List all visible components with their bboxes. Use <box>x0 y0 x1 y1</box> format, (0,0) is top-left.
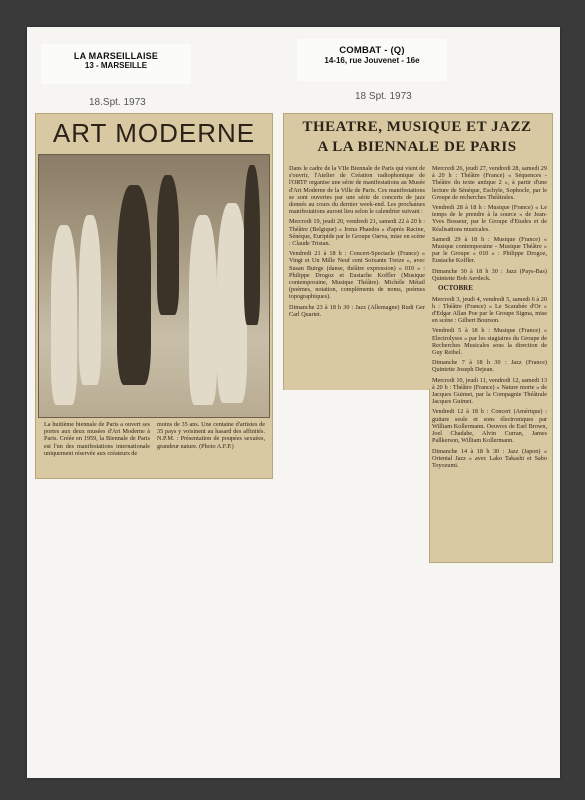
paragraph: Vendredi 28 à 18 h : Musique (France) « Le temps de le prendre à la source » de Jean-Yves Bosseur, par le Groupe d'Etudes et de Réalisations musicales. <box>432 204 547 233</box>
paragraph: Samedi 29 à 18 h : Musique (France) « Musique contemporaine - Musique Théâtre » par le Groupe « 010 » : Philippe Drogoz, Eustache Koffler. <box>432 235 547 265</box>
newspaper-label-left <box>41 44 191 84</box>
newspaper-label-right <box>297 39 447 81</box>
archive-sheet <box>27 27 560 778</box>
photo-caption-col1: La huitième biennale de Paris a ouvert ses portes aux deux musées d'Art Moderne à Paris. Créée en 1959, la Biennale de Paris est l'un des manifestations internationale uniquement réservée aux créateurs de <box>44 421 150 457</box>
paragraph: Dimanche 30 à 18 h 30 : Jazz (Pays-Bas) Quintette Bob Aerdeck. <box>432 267 547 282</box>
paragraph: Vendredi 5 à 18 h : Musique (France) « Electrolyses » par les stagiaires du Groupe de Recherches Musicales sous la direction de Guy Reibel. <box>432 327 547 357</box>
paragraph: Mercredi 3, jeudi 4, vendredi 5, samedi 6 à 20 h : Théâtre (France) « Le Scarabée d'Or » d'Edgar Allan Poe par le Groupe Sigma, mise en scène : Gilbert Bourson. <box>432 295 547 325</box>
paragraph: Dans le cadre de la VIIe Biennale de Paris qui vient de s'ouvrir, l'Atelier de Création radiophonique de l'ORTF organise une série de manifestations au Musée d'Art Moderne de la Ville de Paris. Ces manifestations se sont ouvertes par une série de concerts de jazz donnés au cours du dernier week-end. Les prochaines manifestations auront lieu selon le calendrier suivant : <box>289 165 425 216</box>
label-left-line2: 13 - MARSEILLE <box>84 61 148 70</box>
date-stamp-left: 18.Spt. 1973 <box>89 97 146 108</box>
section-heading-octobre: OCTOBRE <box>438 284 473 293</box>
article-column-2 <box>432 165 547 472</box>
paragraph: Dimanche 23 à 18 h 30 : Jazz (Allemagne) Rudi Ger Carl Quartet. <box>289 303 425 318</box>
article-title: ART MODERNE <box>52 118 256 148</box>
paragraph: Mercredi 10, jeudi 11, vendredi 12, samedi 13 à 20 h : Théâtre (France) « Nature morte » de Jacques Guimet, par la Compagnie Théâtrale Jacques Guimet. <box>432 376 547 406</box>
date-stamp-right: 18 Spt. 1973 <box>355 91 412 102</box>
label-left-line1: LA MARSEILLAISE <box>73 51 159 61</box>
article-title-line2: A LA BIENNALE DE PARIS <box>317 139 517 155</box>
article-title-line1: THEATRE, MUSIQUE ET JAZZ <box>302 119 532 135</box>
paragraph: Mercredi 26, jeudi 27, vendredi 28, samedi 29 à 20 h : Théâtre (France) « Séquences - Théâtre du texte antique 2 », à partir d'une lecture de Sénèque, Eschyle, Sophocle, par le Groupe de recherches Théâtrales. <box>432 165 547 201</box>
paragraph: Vendredi 21 à 18 h : Concert-Spectacle (France) « Vingt et Un Mille Neuf cent Soixante Treize », avec Susan Buirge (danse, théâtre expression) « 010 » : Philippe Drogoz et Eustache Koffler (Musique contemporaine, Musique Théâtre). Michèle Métail (poèmes, notation, compléments de noms, poèmes topographiques). <box>289 250 425 301</box>
paragraph: Vendredi 12 à 18 h : Concert (Amérique) : guitare seule et sons électroniques par William Kollermann. Oeuvres de Earl Brown, Joel Chadabe, Alvin Curran, James Pallkerson, William Kollermann. <box>432 408 547 445</box>
news-photo <box>38 154 270 418</box>
paragraph: Mercredi 19, jeudi 20, vendredi 21, samedi 22 à 20 h : Théâtre (Belgique) « Irena Phaedra » d'après Racine, Sénèque, Euripide par le Groupe Oarva, mise en scène : Claude Tristan. <box>289 218 425 248</box>
paragraph: Dimanche 7 à 18 h 30 : Jazz (France) Quintette Joseph Dejean. <box>432 359 547 374</box>
paragraph: Dimanche 14 à 18 h 30 : Jazz (Japon) « Oriental Jazz » avec Lako Takashi et Sabo Toyozumi. <box>432 447 547 469</box>
article-column-1 <box>289 165 425 321</box>
label-right-line1: COMBAT - (Q) <box>339 45 405 56</box>
clipping-art-moderne <box>35 113 273 479</box>
photo-caption-col2: moins de 35 ans. Une centaine d'artistes de 35 pays y voisinent au hasard des affinités. N.P.M. : Présentation de poupées sexuées, grandeur nature. (Photo A.F.P.) <box>157 421 265 450</box>
label-right-line2: 14-16, rue Jouvenet - 16e <box>324 56 420 65</box>
